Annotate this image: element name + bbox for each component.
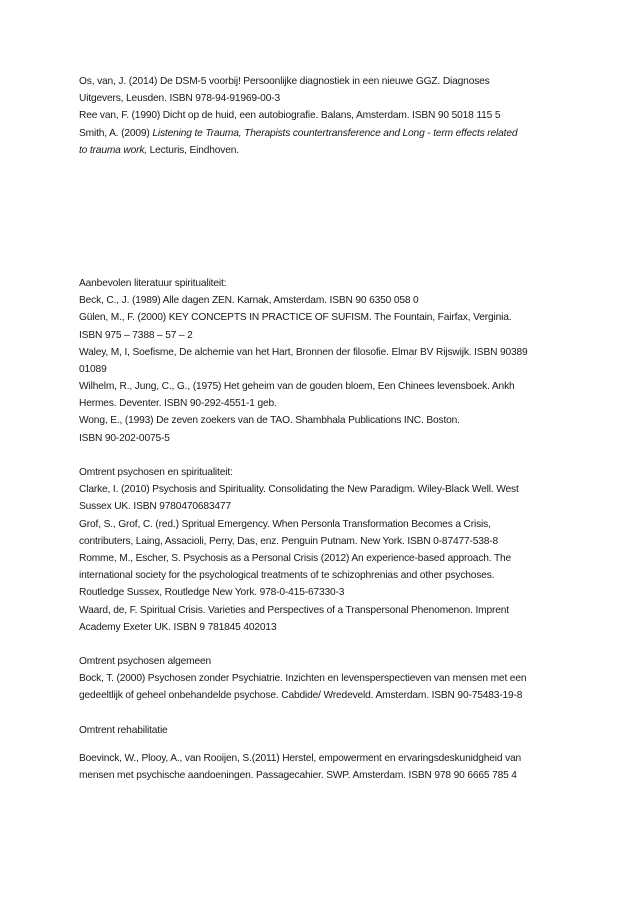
section-heading: Omtrent psychosen en spiritualiteit: [79, 467, 233, 478]
reference-line: Gülen, M., F. (2000) KEY CONCEPTS IN PRACTICE OF SUFISM. The Fountain, Fairfax, Verginia. [79, 312, 512, 324]
reference-line: Academy Exeter UK. ISBN 9 781845 402013 [79, 621, 277, 633]
reference-line: ISBN 975 – 7388 – 57 – 2 [79, 329, 193, 341]
reference-line: 01089 [79, 363, 107, 375]
reference-line: Bock, T. (2000) Psychosen zonder Psychiatrie. Inzichten en levensperspectieven van mensen met een [79, 673, 527, 685]
reference-line: Beck, C., J. (1989) Alle dagen ZEN. Karnak, Amsterdam. ISBN 90 6350 058 0 [79, 295, 419, 307]
italic-title: Listening te Trauma, Therapists countertransference and Long - term effects related [152, 127, 518, 139]
reference-line: Waley, M, I, Soefisme, De alchemie van het Hart, Bronnen der filosofie. Elmar BV Rijswijk. ISBN 90389 [79, 346, 528, 358]
reference-line: Wong, E., (1993) De zeven zoekers van de TAO. Shambhala Publications INC. Boston. [79, 415, 460, 427]
reference-line: contributers, Laing, Assacioli, Perry, Das, enz. Penguin Putnam. New York. ISBN 0-87477-538-8 [79, 535, 499, 547]
reference-line: Routledge Sussex, Routledge New York. 978-0-415-67330-3 [79, 587, 345, 599]
reference-line: Waard, de, F. Spiritual Crisis. Varieties and Perspectives of a Transpersonal Phenomenon. Imprent [79, 604, 509, 616]
reference-line: Boevinck, W., Plooy, A., van Rooijen, S.(2011) Herstel, empowerment en ervaringsdeskunidgheid van [79, 753, 522, 764]
reference-line: ISBN 90-202-0075-5 [79, 432, 170, 444]
reference-line: gedeeltlijk of geheel onbehandelde psychose. Cabdide/ Wredeveld. Amsterdam. ISBN 90-75483-19-8 [79, 690, 523, 702]
reference-line: Wilhelm, R., Jung, C., G., (1975) Het geheim van de gouden bloem, Een Chinees levensboek. Ankh [79, 381, 515, 393]
section-heading: Omtrent psychosen algemeen [79, 656, 212, 668]
reference-line: Sussex UK. ISBN 9780470683477 [79, 501, 231, 513]
reference-line: Smith, A. (2009) Listening te Trauma, Therapists countertransference and Long - term effects related [79, 127, 518, 139]
reference-line: mensen met psychische aandoeningen. Passagecahier. SWP. Amsterdam. ISBN 978 90 6665 785 4 [79, 770, 517, 782]
section-heading: Omtrent rehabilitatie [79, 724, 168, 736]
reference-line: Clarke, I. (2010) Psychosis and Spirituality. Consolidating the New Paradigm. Wiley-Black Well. West [79, 484, 519, 496]
reference-line: Grof, S., Grof, C. (red.) Spritual Emergency. When Personla Transformation Becomes a Crisis, [79, 518, 491, 530]
reference-line: Uitgevers, Leusden. ISBN 978-94-91969-00-3 [79, 93, 280, 105]
reference-line: to trauma work, Lecturis, Eindhoven. [79, 144, 239, 156]
reference-line: Hermes. Deventer. ISBN 90-292-4551-1 geb. [79, 398, 277, 410]
italic-title: to trauma work, [79, 144, 147, 156]
reference-line: international society for the psychological treatments of te schizophrenias and other psychoses. [79, 570, 495, 582]
reference-line: Ree van, F. (1990) Dicht op de huid, een autobiografie. Balans, Amsterdam. ISBN 90 5018 115 5 [79, 110, 501, 122]
reference-line: Romme, M., Escher, S. Psychosis as a Personal Crisis (2012) An experience-based approach. The [79, 552, 512, 564]
reference-line: Os, van, J. (2014) De DSM-5 voorbij! Persoonlijke diagnostiek in een nieuwe GGZ. Diagnoses [79, 76, 490, 87]
reference-list [79, 73, 579, 784]
section-heading: Aanbevolen literatuur spiritualiteit: [79, 277, 227, 289]
